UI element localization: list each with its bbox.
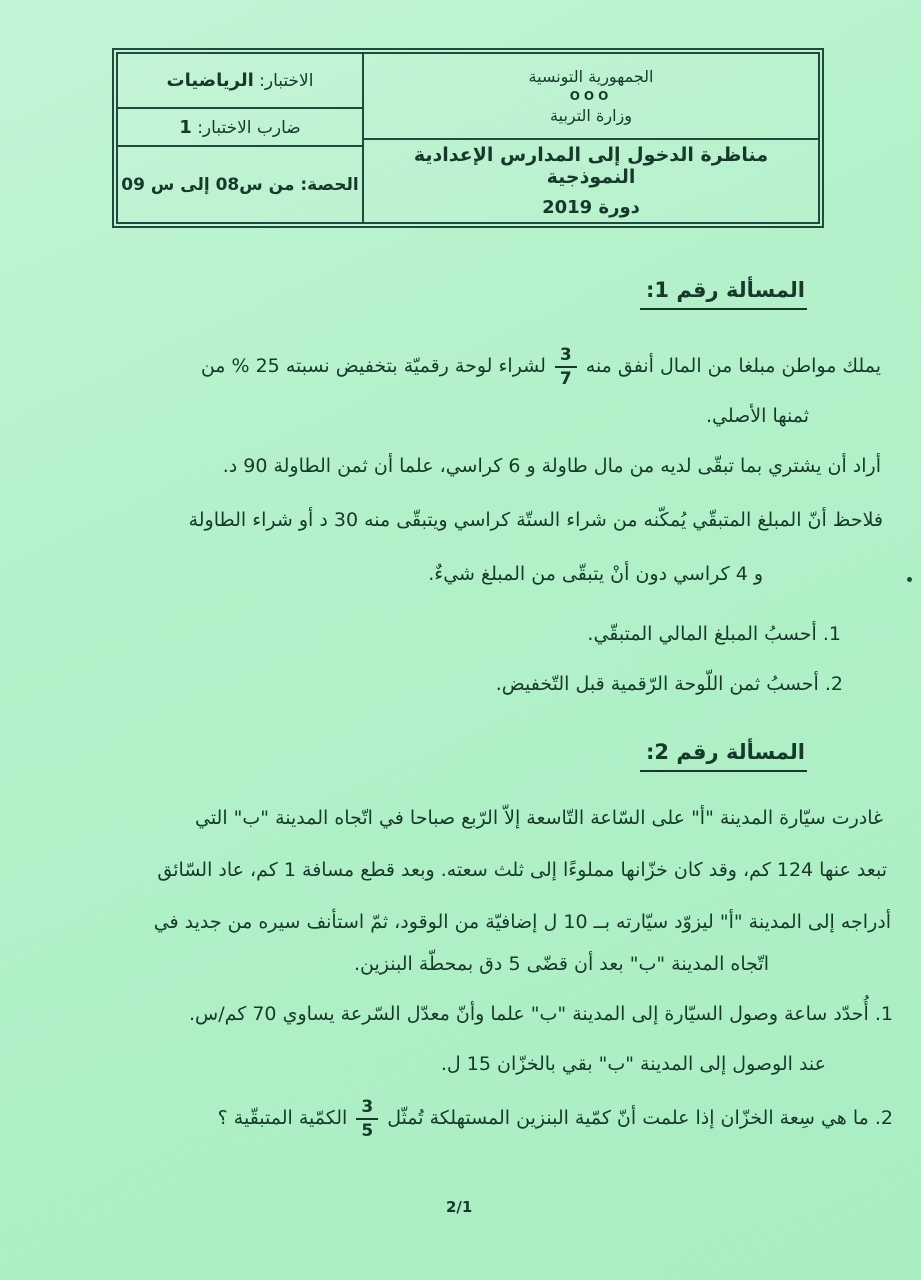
- problem1-title: المسألة رقم 1:: [640, 278, 807, 310]
- coefficient-line: [179, 117, 300, 138]
- time-line: الحصة: من س08 إلى س 09: [121, 174, 359, 195]
- subject-row: [118, 54, 362, 109]
- problem2-question1: 1. أُحدّد ساعة وصول السيّارة إلى المدينة "ب" علما وأنّ معدّل السّرعة يساوي 70 كم/س.: [188, 1003, 893, 1025]
- problem1-title-line: [640, 276, 807, 305]
- exam-header-table: [112, 48, 824, 228]
- fraction-three-sevenths: [555, 346, 577, 388]
- time-row: [118, 147, 362, 222]
- scan-speck: [907, 577, 912, 582]
- fraction-denominator: 5: [356, 1118, 378, 1141]
- problem1-intro-post: لشراء لوحة رقميّة بتخفيض نسبته 25 % من: [200, 355, 546, 378]
- page-number: 2/1: [446, 1198, 473, 1216]
- republic-line: الجمهورية التونسية: [528, 67, 654, 86]
- subject-label: الاختبار:: [259, 71, 314, 91]
- ministry-line: وزارة التربية: [550, 106, 632, 125]
- fraction-three-fifths: [356, 1098, 378, 1140]
- coefficient-value: 1: [179, 116, 192, 138]
- problem1-line2: أراد أن يشتري بما تبقّى لديه من مال طاولة و 6 كراسي، علما أن ثمن الطاولة 90 د.: [222, 455, 881, 477]
- contest-title: مناظرة الدخول إلى المدارس الإعدادية النموذجية: [413, 144, 769, 188]
- problem2-question2-post: الكمّية المتبقّية ؟: [217, 1107, 348, 1130]
- problem1-line4: و 4 كراسي دون أنْ يتبقّى من المبلغ شيءٌ.: [428, 563, 763, 585]
- subject-line: [167, 70, 314, 91]
- problem1-question1: 1. أحسبُ المبلغ المالي المتبقّي.: [587, 623, 841, 645]
- problem2-title-line: [640, 738, 807, 767]
- fraction-numerator: 3: [559, 345, 572, 365]
- problem1-question2: 2. أحسبُ ثمن اللّوحة الرّقمية قبل التّخفيض.: [495, 673, 843, 695]
- subject-value: الرياضيات: [166, 70, 254, 91]
- problem2-question2: [218, 1098, 893, 1140]
- fraction-denominator: 7: [555, 366, 577, 389]
- problem2-note: عند الوصول إلى المدينة "ب" بقي بالخزّان 15 ل.: [440, 1053, 826, 1075]
- problem2-line4: اتّجاه المدينة "ب" بعد أن قضّى 5 دق بمحطّة البنزين.: [353, 953, 769, 975]
- contest-cell: [364, 140, 818, 222]
- problem1-intro-pre: يملك مواطن مبلغا من المال أنفق منه: [585, 355, 881, 378]
- ornament-separator: OOO: [569, 89, 613, 103]
- coefficient-row: [118, 109, 362, 147]
- problem1-line3: فلاحظ أنّ المبلغ المتبقّي يُمكّنه من شراء الستّة كراسي ويتبقّى منه 30 د أو شراء الطاولة: [188, 509, 883, 531]
- problem1-intro-line: [201, 346, 881, 388]
- coefficient-label: ضارب الاختبار:: [197, 117, 301, 138]
- header-exam-column: [118, 54, 362, 222]
- header-official-column: [362, 54, 818, 222]
- session-year: دورة 2019: [542, 197, 640, 218]
- problem1-intro-tail: ثمنها الأصلي.: [705, 405, 809, 427]
- problem2-line3: أدراجه إلى المدينة "أ" ليزوّد سيّارته بــ 10 ل إضافيّة من الوقود، ثمّ استأنف سيره من جديد في: [153, 911, 891, 933]
- problem2-title: المسألة رقم 2:: [640, 740, 807, 772]
- fraction-numerator: 3: [361, 1097, 374, 1117]
- ministry-cell: [364, 54, 818, 140]
- problem2-line2: تبعد عنها 124 كم، وقد كان خزّانها مملوءًا إلى ثلث سعته. وبعد قطع مسافة 1 كم، عاد السّائق: [157, 859, 887, 881]
- problem2-line1: غادرت سيّارة المدينة "أ" على السّاعة التّاسعة إلاّ الرّبع صباحا في اتّجاه المدينة "ب" التي: [194, 807, 883, 829]
- problem2-question2-pre: 2. ما هي سِعة الخزّان إذا علمت أنّ كمّية البنزين المستهلكة تُمثّل: [387, 1107, 893, 1130]
